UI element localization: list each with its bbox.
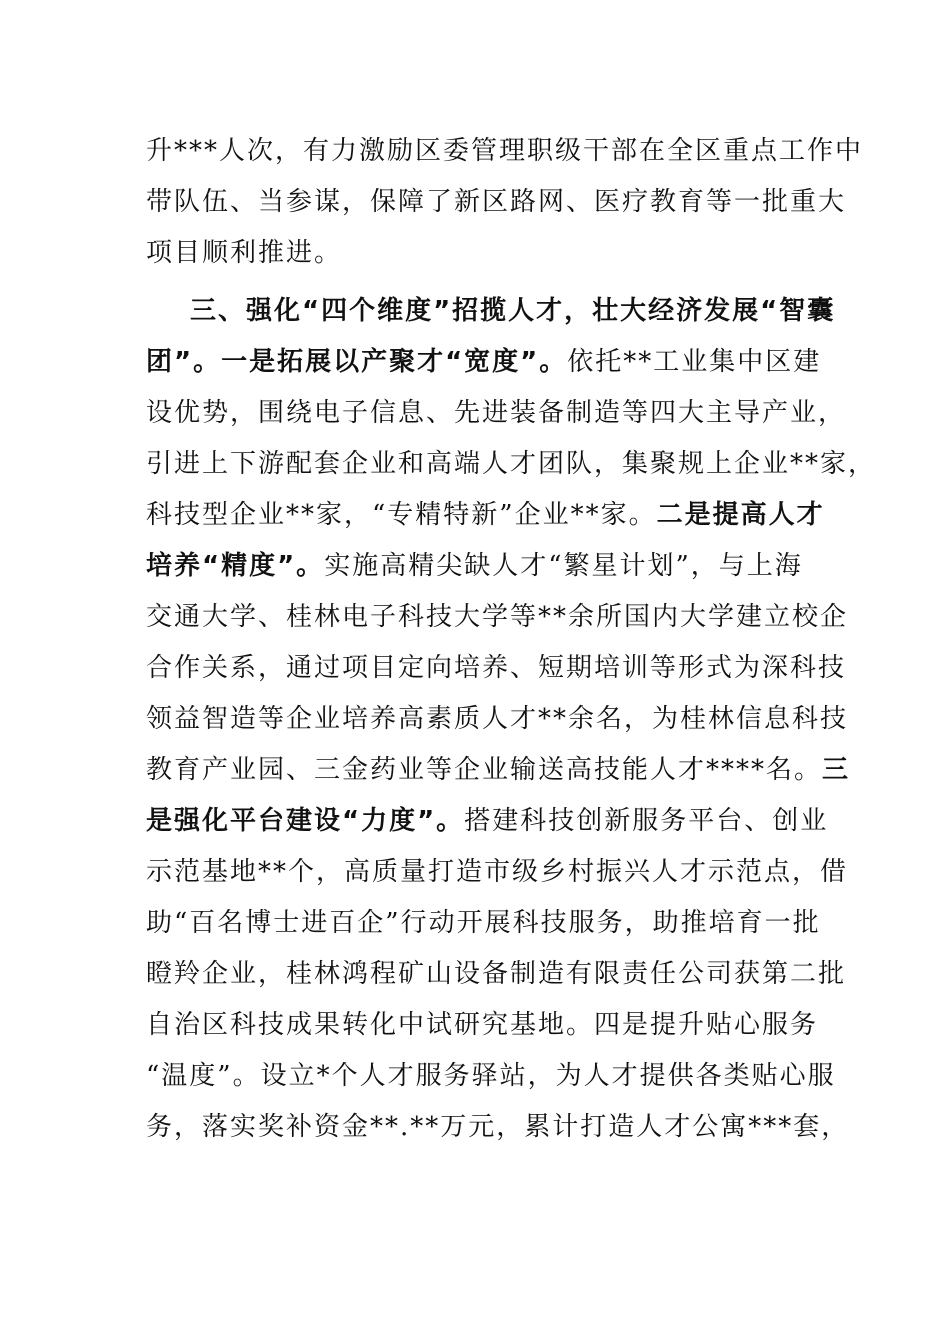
text-segment: 教育产业园、三金药业等企业输送高技能人才****名。 [146, 755, 823, 785]
text-line: 引进上下游配套企业和高端人才团队，集聚规上企业**家， [146, 449, 877, 479]
text-line: 带队伍、当参谋，保障了新区路网、医疗教育等一批重大 [146, 187, 847, 217]
section-heading-line [146, 286, 836, 337]
text-line [146, 337, 822, 388]
bold-phrase: 培养“精度”。 [146, 551, 325, 581]
text-line: 瞪羚企业，桂林鸿程矿山设备制造有限责任公司获第二批 [146, 959, 847, 989]
text-line: 合作关系，通过项目定向培养、短期培训等形式为深科技 [146, 653, 847, 683]
text-line: 交通大学、桂林电子科技大学等**余所国内大学建立校企 [146, 602, 849, 632]
text-line: 领益智造等企业培养高素质人才**余名，为桂林信息科技 [146, 704, 849, 734]
text-line: 项目顺利推进。 [146, 238, 343, 268]
section-heading: 三、强化“四个维度”招揽人才，壮大经济发展“智囊 [190, 296, 836, 326]
text-line: 升***人次，有力激励区委管理职级干部在全区重点工作中 [146, 136, 864, 166]
text-line [146, 490, 825, 541]
text-line: 自治区科技成果转化中试研究基地。四是提升贴心服务 [146, 1010, 819, 1040]
document-body [146, 126, 877, 1153]
text-line [146, 541, 814, 592]
text-line [146, 745, 851, 796]
text-line: “温度”。设立*个人才服务驿站，为人才提供各类贴心服 [146, 1061, 836, 1091]
bold-phrase: 是强化平台建设“力度”。 [146, 806, 465, 836]
text-line: 务，落实奖补资金**.**万元，累计打造人才公寓***套， [146, 1112, 850, 1142]
text-line: 助“百名博士进百企”行动开展科技服务，助推培育一批 [146, 908, 821, 938]
text-line [146, 796, 829, 847]
text-line: 设优势，围绕电子信息、先进装备制造等四大主导产业， [146, 398, 847, 428]
text-segment: 搭建科技创新服务平台、创业 [464, 806, 829, 836]
text-segment: 科技型企业**家，“专精特新”企业**家。 [146, 500, 657, 530]
bold-phrase: 二是提高人才 [656, 500, 825, 530]
bold-phrase: 团”。一是拓展以产聚才“宽度”。 [146, 347, 568, 377]
text-segment: 实施高精尖缺人才“繁星计划”，与上海 [324, 551, 803, 581]
text-segment: 依托**工业集中区建 [567, 347, 822, 377]
paragraph-gap [146, 279, 814, 286]
text-line: 示范基地**个，高质量打造市级乡村振兴人才示范点，借 [146, 857, 849, 887]
bold-phrase: 三 [822, 755, 851, 785]
